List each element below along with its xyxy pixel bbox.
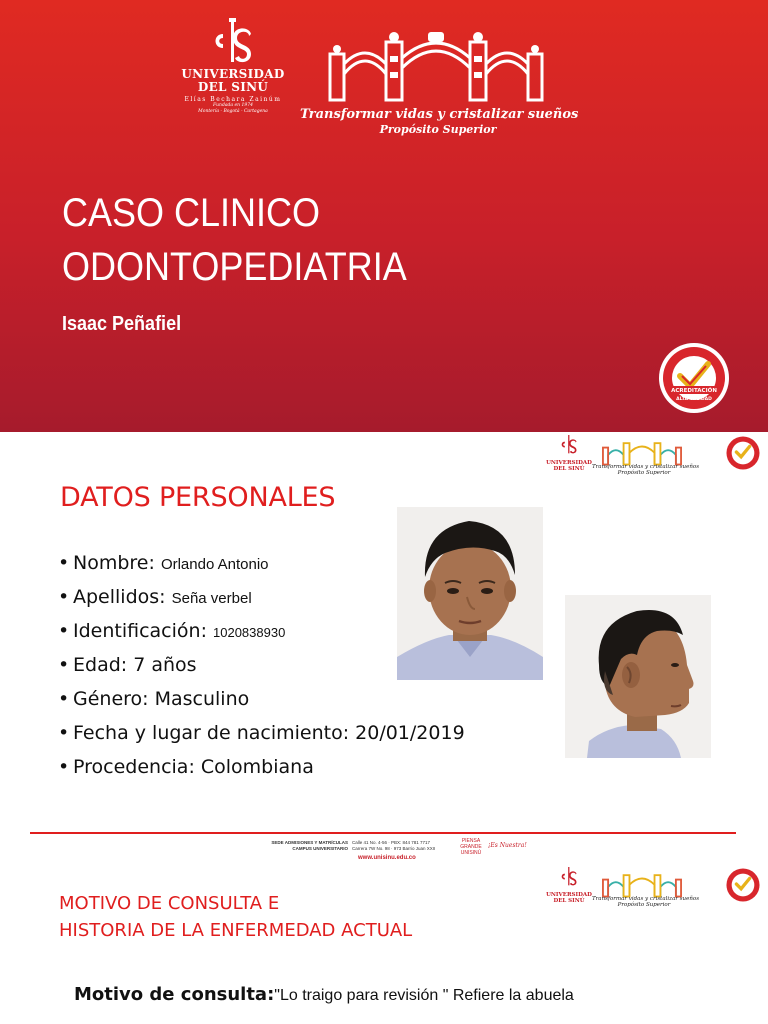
mini-emblem-icon <box>559 866 579 888</box>
mini-seal-icon <box>726 868 760 902</box>
purpose-label: Propósito Superior <box>379 123 497 136</box>
cover-title-line2: ODONTOPEDIATRIA <box>62 245 407 289</box>
list-item <box>58 750 465 784</box>
consult-reason <box>74 984 574 1005</box>
footer-grande-line1: PIENSA <box>461 838 481 844</box>
consult-title-line2: HISTORIA DE LA ENFERMEDAD ACTUAL <box>59 920 413 941</box>
footer-left-line1: SEDE ADMISIONES Y MATRÍCULAS <box>271 840 348 845</box>
tagline: Transformar vidas y cristalizar sueños <box>300 107 579 122</box>
university-name-line1: UNIVERSIDAD <box>181 67 285 81</box>
patient-photo-profile <box>565 595 711 758</box>
footer-address-line2: Carrera 7W No. 98 · 973 Barrio Juan XXII <box>352 845 436 851</box>
mini-tagline-text: Transformar vidas y cristalizar sueños <box>592 464 700 470</box>
bullet-dot: • <box>58 586 70 608</box>
mini-university-name2: DEL SINÚ <box>553 466 585 472</box>
bullet-dot: • <box>58 654 70 676</box>
footer-left-line2: CAMPUS UNIVERSITARIO <box>292 845 348 851</box>
university-founded: Fundada en 1974 <box>213 103 253 108</box>
item-value: Seña verbel <box>171 590 252 607</box>
personal-data-title: DATOS PERSONALES <box>60 482 336 513</box>
item-label: Género: Masculino <box>73 688 250 710</box>
slide-header-logos <box>544 434 760 478</box>
item-label: Procedencia: Colombiana <box>73 756 314 778</box>
footer-info <box>262 838 542 864</box>
bullet-dot: • <box>58 688 70 710</box>
footer-script: ¡Es Nuestra! <box>488 842 527 849</box>
footer-url[interactable]: www.unisinu.edu.co <box>358 855 416 861</box>
bullet-dot: • <box>58 620 70 642</box>
mini-university-name1: UNIVERSIDAD <box>546 460 592 466</box>
mini-tagline <box>592 464 700 476</box>
campus-arches-icon <box>328 28 544 104</box>
bullet-dot: • <box>58 552 70 574</box>
mini-tagline-text: Transformar vidas y cristalizar sueños <box>592 896 700 902</box>
footer-grande-line2: GRANDE <box>460 844 482 850</box>
item-value: 1020838930 <box>213 625 286 640</box>
footer-piensa-grande <box>456 838 486 856</box>
bullet-dot: • <box>58 722 70 744</box>
footer-left <box>262 840 348 851</box>
mini-university-logo <box>544 434 594 478</box>
mini-tagline <box>592 896 700 908</box>
list-item <box>58 682 465 716</box>
cover-title-line1: CASO CLINICO <box>62 191 321 235</box>
mini-arches-icon <box>600 870 684 898</box>
mini-university-name1: UNIVERSIDAD <box>546 892 592 898</box>
patient-photo-frontal <box>397 507 543 680</box>
cover-author: Isaac Peñafiel <box>62 313 182 335</box>
university-logo <box>172 16 294 126</box>
item-value: Orlando Antonio <box>160 556 269 573</box>
university-cities: Montería - Bogotá - Cartagena <box>198 109 268 114</box>
bullet-dot: • <box>58 756 70 778</box>
seal-text: ACREDITACIÓN <box>671 388 717 394</box>
item-label: Identificación: <box>73 620 214 642</box>
cover-title <box>62 186 445 294</box>
accreditation-seal-icon <box>658 342 730 414</box>
mini-emblem-icon <box>559 434 579 456</box>
consult-reason-text: "Lo traigo para revisión " Refiere la abuela <box>274 987 574 1004</box>
cover-slide <box>0 0 768 432</box>
mini-university-name2: DEL SINÚ <box>553 898 585 904</box>
university-emblem-icon <box>209 16 257 68</box>
footer-grande-line3: UNISINÚ <box>460 850 482 856</box>
consult-reason-label: Motivo de consulta: <box>74 984 275 1005</box>
footer-address <box>352 840 438 851</box>
mini-purpose-text: Propósito Superior <box>617 470 671 476</box>
mini-arches-icon <box>600 438 684 466</box>
consult-title-line1: MOTIVO DE CONSULTA E <box>59 893 280 914</box>
item-label: Fecha y lugar de nacimiento: 20/01/2019 <box>73 722 465 744</box>
mini-seal-icon <box>726 436 760 470</box>
footer-divider <box>30 832 736 834</box>
mini-purpose-text: Propósito Superior <box>617 902 671 908</box>
footer-address-line1: Calle 41 No. 4-56 · PBX: 844 781 7717 <box>352 840 431 845</box>
mini-university-logo <box>544 866 594 910</box>
item-label: Apellidos: <box>73 586 172 608</box>
consult-title <box>59 890 412 944</box>
university-name-line2: DEL SINÚ <box>197 80 269 94</box>
university-subtitle: Elías Bechara Zainúm <box>184 96 282 103</box>
item-label: Nombre: <box>73 552 161 574</box>
item-label: Edad: 7 años <box>73 654 197 676</box>
list-item <box>58 716 465 750</box>
seal-subtext: ALTA CALIDAD <box>676 397 712 402</box>
slide-header-logos <box>544 866 760 910</box>
